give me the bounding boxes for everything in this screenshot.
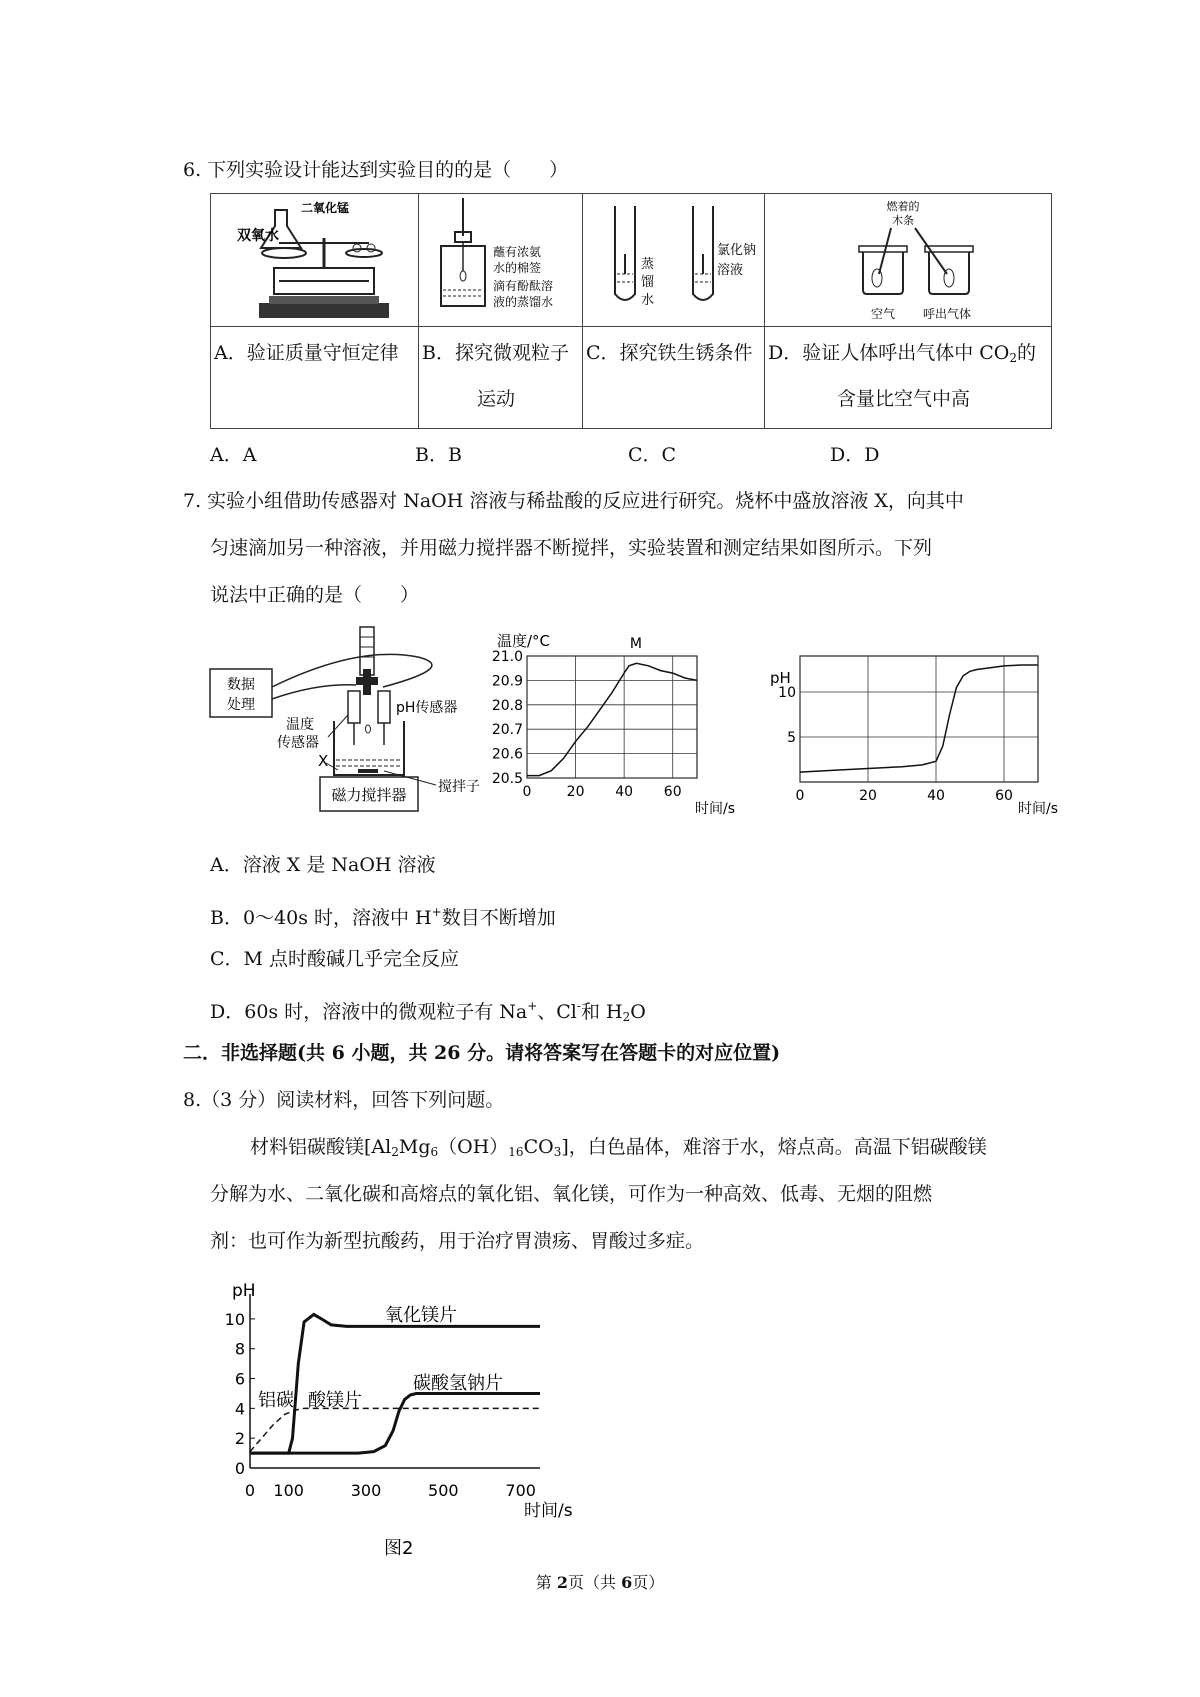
fig2-label-mgo: 氧化镁片 — [385, 1305, 457, 1326]
cell-b-line1: B．探究微观粒子 — [422, 342, 569, 364]
ph-y-tick: 5 — [787, 730, 796, 746]
fig2-y-tick: 0 — [234, 1459, 245, 1478]
fig2-y-tick: 4 — [234, 1399, 245, 1419]
q8-material-line1: 材料铝碳酸镁$[Al_2Mg_6(OH)_{16}CO_3]$，白色晶体，难溶于水，熔点高。高温下铝碳酸镁 — [250, 1136, 987, 1159]
label-burning-1: 燃着的 — [886, 200, 920, 213]
temp-sensor-label-1: 温度 — [286, 717, 314, 733]
temperature-y-tick: 20.8 — [491, 697, 523, 714]
q7-option-b: B．0～40s 时，溶液中 H+数目不断增加 — [210, 905, 556, 929]
jar-figure — [433, 194, 579, 324]
apparatus-figure — [208, 625, 483, 825]
q6-option-c: C．C — [628, 444, 677, 466]
label-nacl-2: 溶液 — [717, 263, 744, 278]
ph-series-line — [800, 665, 1038, 772]
ph-chart — [770, 640, 1070, 822]
fig2-y-label: pH — [232, 1281, 256, 1301]
temperature-y-tick: 21.0 — [491, 649, 523, 665]
temperature-y-tick: 20.9 — [491, 673, 523, 690]
temperature-y-label: 温度/°C — [497, 632, 551, 650]
fig2-y-tick: 8 — [234, 1339, 245, 1359]
fig2-y-tick: 10 — [224, 1309, 245, 1329]
stir-bar-label: 搅拌子 — [438, 779, 480, 795]
q7-option-a: A．溶液 X 是 NaOH 溶液 — [210, 854, 436, 876]
fig2-x-label: 时间/s — [524, 1501, 573, 1521]
temperature-y-tick: 20.6 — [491, 746, 523, 763]
magnetic-stirrer-label: 磁力搅拌器 — [331, 786, 407, 804]
temperature-chart — [475, 628, 765, 820]
fig2-y-tick: 6 — [234, 1369, 245, 1389]
data-box-label-2: 处理 — [227, 697, 255, 713]
q6-option-a: A．A — [210, 444, 257, 466]
fig2-x-tick: 100 — [273, 1481, 304, 1500]
temperature-y-tick: 20.7 — [491, 722, 523, 739]
q7-option-d: D．60s 时，溶液中的微观粒子有 Na+、Cl-和 $H_2O$ — [210, 999, 646, 1024]
fig2-x-tick: 500 — [428, 1481, 459, 1500]
label-burning-2: 木条 — [892, 214, 914, 227]
label-nacl-1: 氯化钠 — [717, 243, 757, 258]
fig2-label-hydrotalcite-1: 铝碳 — [258, 1390, 294, 1411]
label-mno2: 二氧化锰 — [301, 201, 350, 215]
q7-option-c: C．M 点时酸碱几乎完全反应 — [210, 948, 460, 970]
section-2-heading: 二．非选择题(共 6 小题，共 26 分。请将答案写在答题卡的对应位置) — [183, 1042, 781, 1064]
ph-x-tick: 0 — [795, 788, 805, 804]
q7-stem-line2: 匀速滴加另一种溶液，并用磁力搅拌器不断搅拌，实验装置和测定结果如图所示。下列 — [210, 537, 933, 559]
q6-stem: 6. 下列实验设计能达到实验目的的是（ ） — [183, 159, 569, 181]
q7-stem-line1: 7. 实验小组借助传感器对 NaOH 溶液与稀盐酸的反应进行研究。烧杯中盛放溶液 X，向其中 — [183, 490, 964, 512]
test-tubes-figure — [599, 194, 759, 324]
data-box-label-1: 数据 — [227, 677, 255, 693]
page-footer: 第 2页（共 6页） — [535, 1573, 665, 1592]
temperature-x-tick: 60 — [663, 784, 682, 800]
cell-c: C．探究铁生锈条件 — [586, 342, 753, 364]
q8-material-line2: 分解为水、二氧化碳和高熔点的氧化铝、氧化镁，可作为一种高效、低毒、无烟的阻燃 — [210, 1183, 933, 1205]
ph-plot-frame — [800, 656, 1038, 782]
balance-figure — [239, 198, 415, 322]
fig2-x-tick: 0 — [244, 1481, 256, 1500]
label-distilled-3: 水 — [641, 293, 655, 308]
q7-stem-line3: 说法中正确的是（ ） — [210, 584, 420, 606]
bottles-figure — [791, 194, 1027, 324]
fig2-label-hydrotalcite-2: 酸镁片 — [308, 1390, 362, 1411]
ph-x-tick: 20 — [859, 788, 877, 804]
label-ammonia-1: 蘸有浓氨 — [493, 245, 542, 259]
label-phenol-2: 液的蒸馏水 — [493, 295, 554, 309]
peak-m-label: M — [629, 636, 642, 652]
cell-a: A．验证质量守恒定律 — [214, 342, 399, 364]
temperature-x-tick: 0 — [522, 784, 532, 800]
ph-y-label: pH — [770, 669, 791, 687]
fig2-x-tick: 700 — [505, 1481, 536, 1500]
cell-d-line1: D．验证人体呼出气体中 $CO_2$的 — [768, 342, 1037, 365]
cell-d-line2: 含量比空气中高 — [837, 388, 971, 410]
figure-2-chart — [224, 1272, 608, 1562]
q8-material-line3: 剂：也可作为新型抗酸药，用于治疗胃溃疡、胃酸过多症。 — [210, 1230, 705, 1252]
temperature-x-tick: 20 — [566, 784, 585, 800]
label-h2o2: 双氧水 — [237, 228, 279, 244]
fig2-caption: 图2 — [384, 1538, 414, 1559]
label-ammonia-2: 水的棉签 — [493, 261, 542, 275]
temperature-x-label: 时间/s — [695, 801, 736, 817]
cell-b-line2: 运动 — [477, 388, 516, 410]
fig2-label-nahco3: 碳酸氢钠片 — [413, 1373, 503, 1394]
temperature-x-tick: 40 — [615, 784, 634, 800]
label-air: 空气 — [871, 307, 896, 321]
q6-option-d: D．D — [830, 444, 880, 466]
ph-sensor-label: pH传感器 — [396, 700, 458, 716]
label-exhaled: 呼出气体 — [923, 307, 972, 321]
label-distilled-2: 馏 — [641, 275, 655, 290]
label-distilled-1: 蒸 — [641, 257, 655, 272]
ph-x-tick: 40 — [927, 788, 945, 804]
ph-x-tick: 60 — [995, 788, 1013, 804]
temp-sensor-label-2: 传感器 — [277, 735, 319, 751]
fig2-x-tick: 300 — [350, 1481, 382, 1500]
temperature-plot-frame — [527, 656, 697, 778]
q6-option-b: B．B — [415, 444, 462, 466]
fig2-y-tick: 2 — [234, 1429, 245, 1449]
ph-x-label: 时间/s — [1018, 801, 1059, 817]
q8-stem: 8.（3 分）阅读材料，回答下列问题。 — [183, 1089, 505, 1111]
temperature-y-tick: 20.5 — [491, 771, 523, 787]
solution-x-label: X — [318, 752, 329, 770]
label-phenol-1: 滴有酚酞溶 — [493, 279, 554, 293]
q6-table — [210, 193, 1052, 429]
ph-y-tick: 10 — [778, 685, 796, 701]
